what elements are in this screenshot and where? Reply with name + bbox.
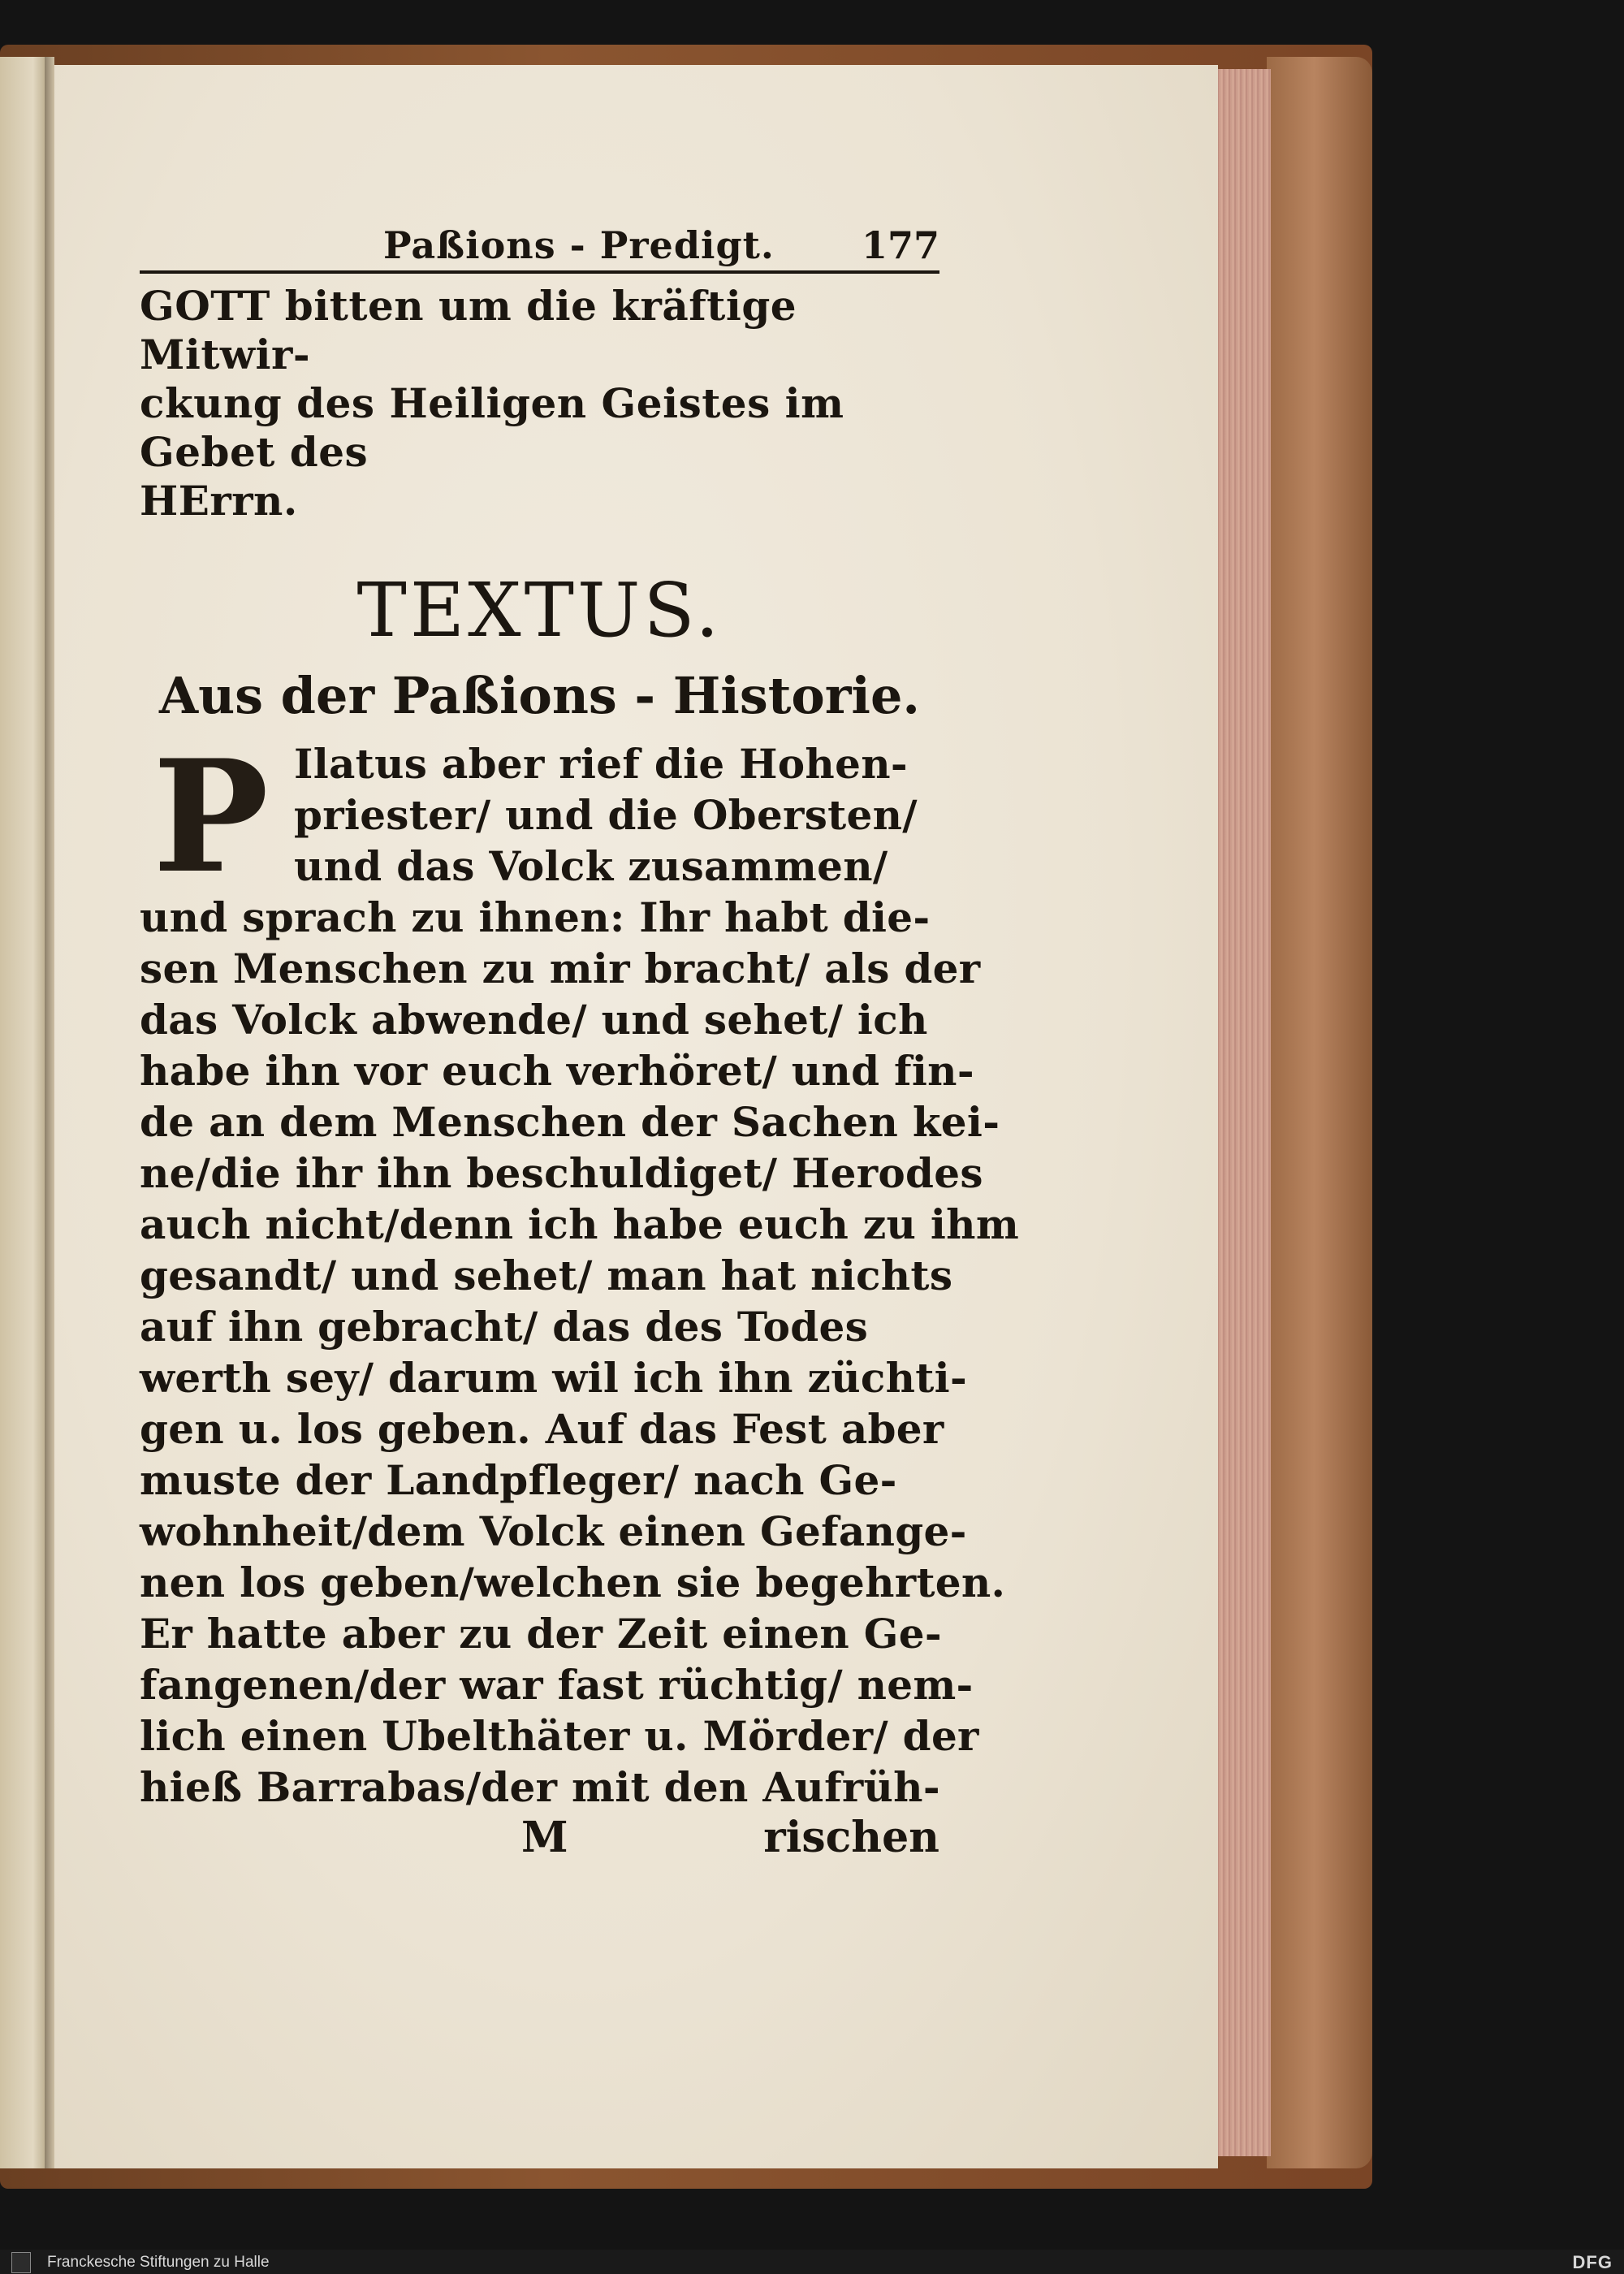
text-line: de an dem Menschen der Sachen kei- xyxy=(140,1098,1000,1146)
drop-cap-initial: P xyxy=(153,726,269,907)
text-line: und sprach zu ihnen: Ihr habt die- xyxy=(140,893,931,941)
cover-edge xyxy=(1267,57,1372,2168)
text-line: wohnheit/dem Volck einen Gefange- xyxy=(140,1507,967,1555)
text-line: lich einen Ubelthäter u. Mörder/ der xyxy=(140,1712,979,1760)
running-head-title: Paßions - Predigt. xyxy=(383,223,775,267)
section-heading: TEXTUS. xyxy=(356,567,723,654)
text-line: habe ihn vor euch verhöret/ und fin- xyxy=(140,1047,974,1095)
institution-name: Franckesche Stiftungen zu Halle xyxy=(47,2254,270,2271)
catchline xyxy=(140,1813,939,1866)
footer-bar xyxy=(0,2250,1624,2274)
page-fore-edge xyxy=(1214,69,1271,2156)
text-line: fangenen/der war fast rüchtig/ nem- xyxy=(140,1661,974,1709)
text-line: werth sey/ darum wil ich ihn züchti- xyxy=(140,1354,968,1402)
header-rule xyxy=(140,270,939,274)
page-gutter xyxy=(45,57,54,2168)
text-line: das Volck abwende/ und sehet/ ich xyxy=(140,996,928,1044)
text-line: nen los geben/welchen sie begehrten. xyxy=(140,1559,1006,1606)
text-line: auch nicht/denn ich habe euch zu ihm xyxy=(140,1200,1020,1248)
text-line: und das Volck zusammen/ xyxy=(294,842,888,890)
left-page-edge xyxy=(0,57,47,2168)
signature-mark: M xyxy=(521,1813,568,1862)
text-line: sen Menschen zu mir bracht/ als der xyxy=(140,945,981,992)
catchword: rischen xyxy=(763,1813,939,1862)
running-head xyxy=(140,207,939,267)
text-line: muste der Landpfleger/ nach Ge- xyxy=(140,1456,897,1504)
text-block xyxy=(140,207,1020,1866)
text-line: auf ihn gebracht/ das des Todes xyxy=(140,1303,869,1351)
text-line: hieß Barrabas/der mit den Aufrüh- xyxy=(140,1763,940,1811)
text-line: ne/die ihr ihn beschuldiget/ Herodes xyxy=(140,1149,983,1197)
book-page xyxy=(50,65,1218,2168)
text-line: Ilatus aber rief die Hohen- xyxy=(294,740,908,788)
dfg-logo: DFG xyxy=(1572,2252,1613,2272)
text-line: Er hatte aber zu der Zeit einen Ge- xyxy=(140,1610,942,1658)
text-line: priester/ und die Obersten/ xyxy=(294,791,918,839)
institution-logo-icon xyxy=(11,2252,31,2273)
text-line: gen u. los geben. Auf das Fest aber xyxy=(140,1405,944,1453)
page-number: 177 xyxy=(861,223,939,267)
text-line: gesandt/ und sehet/ man hat nichts xyxy=(140,1252,953,1299)
section-subheading: Aus der Paßions - Historie. xyxy=(158,666,921,725)
intro-paragraph: GOTT bitten um die kräftige Mitwir- ckung des Heiligen Geistes im Gebet des HErrn. xyxy=(140,282,844,525)
body-text xyxy=(140,726,1020,1813)
